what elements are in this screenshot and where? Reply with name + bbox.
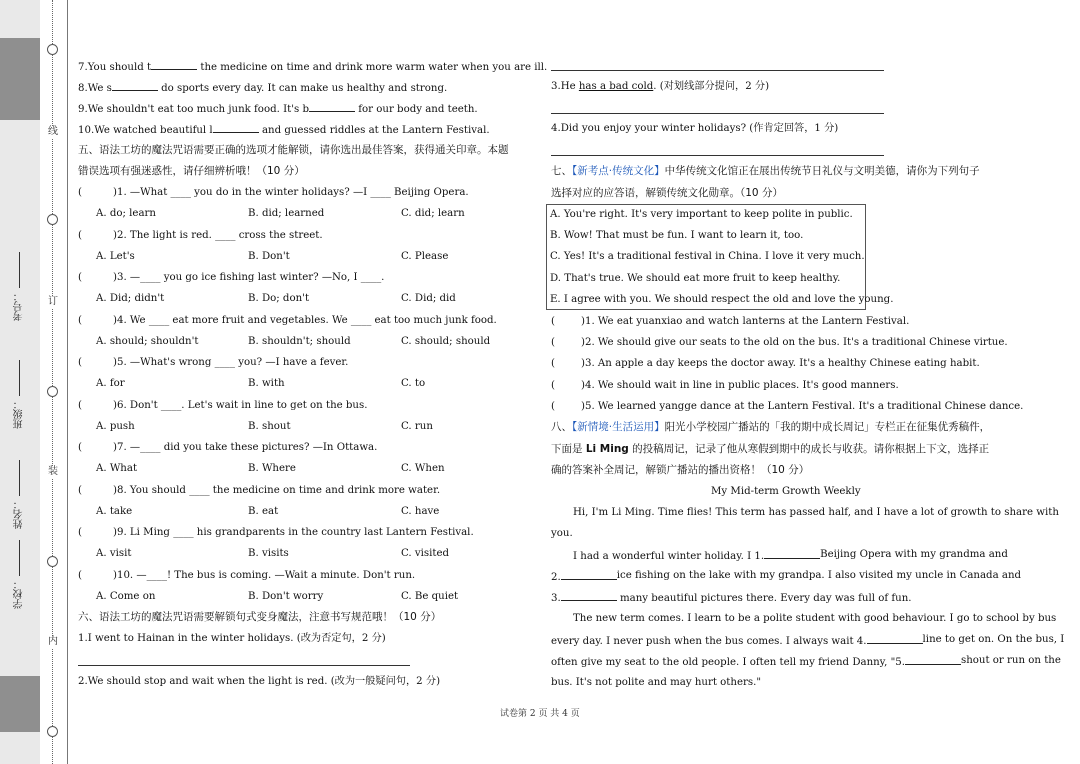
fill-question-8: 8.We s do sports every day. It can make us healthy and strong. <box>78 80 447 96</box>
exam-number-field[interactable]: 考号： <box>12 252 27 321</box>
mc-option-c[interactable]: C. did; learn <box>401 208 465 219</box>
mc-question: ( )5. —What's wrong ____ you? —I have a fever. <box>78 357 349 368</box>
rewrite-question-3: 3.He has a bad cold. (对划线部分提问，2 分) <box>551 81 770 92</box>
essay-blank-2[interactable] <box>561 569 617 580</box>
mc-option-a[interactable]: A. push <box>96 420 135 432</box>
mc-question: ( )4. We ____ eat more fruit and vegetables. We ____ eat too much junk food. <box>78 314 497 326</box>
mc-option-b[interactable]: B. did; learned <box>248 208 325 219</box>
mc-option-a[interactable]: A. should; shouldn't <box>96 335 199 347</box>
mc-option-a[interactable]: A. Come on <box>96 590 156 602</box>
mc-option-b[interactable]: B. Where <box>248 463 296 474</box>
essay-blank-5[interactable] <box>905 654 961 665</box>
response-option: C. Yes! It's a traditional festival in China. I love it very much. <box>550 251 865 263</box>
essay-line: often give my seat to the old people. I often tell my friend Danny, "5. shout or run on the <box>551 655 1061 668</box>
matching-question: ( )4. We should wait in line in public places. It's good manners. <box>551 379 899 391</box>
matching-question: ( )5. We learned yangge dance at the Lantern Festival. It's a traditional Chinese dance. <box>551 400 1024 412</box>
answer-paren[interactable]: ( <box>78 187 82 198</box>
mc-option-b[interactable]: B. with <box>248 378 285 389</box>
response-option: B. Wow! That must be fun. I want to learn it, too. <box>550 230 804 242</box>
answer-blank[interactable] <box>309 101 355 112</box>
mc-option-c[interactable]: C. When <box>401 463 445 474</box>
essay-line: 3. many beautiful pictures there. Every day was full of fun. <box>551 590 912 606</box>
essay-line: Hi, I'm Li Ming. Time flies! This term has passed half, and I have a lot of growth to share with <box>573 507 1059 518</box>
answer-line[interactable] <box>551 155 884 156</box>
mc-question: ( )8. You should ____ the medicine on time and drink more water. <box>78 484 441 496</box>
binding-line <box>44 0 64 764</box>
section-8-heading: 八、【新情境·生活运用】阳光小学校园广播站的「我的期中成长周记」专栏正在征集优秀稿件， <box>551 421 991 433</box>
essay-line: The new term comes. I learn to be a polite student with good behaviour. I go to school by bus <box>573 613 1057 624</box>
school-field[interactable]: 学校： <box>12 540 27 609</box>
page-footer: 试卷第 2 页 共 4 页 <box>500 709 580 719</box>
binding-char: 订 <box>44 296 62 308</box>
answer-paren[interactable]: ( <box>551 379 555 391</box>
mc-option-a[interactable]: A. take <box>96 505 133 517</box>
essay-blank-3[interactable] <box>561 590 617 601</box>
mc-option-b[interactable]: B. visits <box>248 548 289 559</box>
binding-circle-icon <box>47 386 58 397</box>
mc-option-c[interactable]: C. to <box>401 378 426 389</box>
fill-question-10: 10.We watched beautiful l and guessed riddles at the Lantern Festival. <box>78 122 490 138</box>
binding-char: 内 <box>44 636 62 648</box>
answer-paren[interactable]: ( <box>78 229 82 241</box>
mc-option-a[interactable]: A. visit <box>96 548 132 559</box>
mc-option-c[interactable]: C. should; should <box>401 335 491 347</box>
rewrite-question-1: 1.I went to Hainan in the winter holidays. (改为否定句，2 分) <box>78 633 386 644</box>
matching-question: ( )1. We eat yuanxiao and watch lanterns at the Lantern Festival. <box>551 316 910 327</box>
mc-question: ( )7. —____ did you take these pictures? —In Ottawa. <box>78 442 378 453</box>
rewrite-question-2: 2.We should stop and wait when the light is red. (改为一般疑问句，2 分) <box>78 676 441 687</box>
answer-blank[interactable] <box>151 59 197 70</box>
answer-blank[interactable] <box>112 80 158 91</box>
essay-line: I had a wonderful winter holiday. I 1. Beijing Opera with my grandma and <box>573 549 1008 562</box>
section-6-heading: 六、语法工坊的魔法咒语需要解锁句式变身魔法，注意书写规范哦！（10 分） <box>78 611 442 623</box>
answer-paren[interactable]: ( <box>78 569 82 581</box>
mc-question: ( )10. —____! The bus is coming. —Wait a minute. Don't run. <box>78 569 416 581</box>
mc-question: ( )6. Don't ____. Let's wait in line to get on the bus. <box>78 399 368 411</box>
section-5-heading: 五、语法工坊的魔法咒语需要正确的选项才能解锁，请你选出最佳答案，获得通关印章。本题 <box>78 144 509 156</box>
mc-option-c[interactable]: C. run <box>401 420 433 432</box>
binding-circle-icon <box>47 726 58 737</box>
answer-blank[interactable] <box>213 122 259 133</box>
answer-line[interactable] <box>78 665 410 666</box>
answer-paren[interactable]: ( <box>551 337 555 349</box>
essay-line: bus. It's not polite and may hurt others." <box>551 677 762 688</box>
response-option: A. You're right. It's very important to keep polite in public. <box>550 209 853 220</box>
binding-circle-icon <box>47 214 58 225</box>
mc-question: ( )1. —What ____ you do in the winter holidays? —I ____ Beijing Opera. <box>78 187 469 198</box>
answer-paren[interactable]: ( <box>78 399 82 411</box>
mc-option-c[interactable]: C. have <box>401 505 440 517</box>
mc-option-a[interactable]: A. for <box>96 378 125 389</box>
essay-blank-4[interactable] <box>867 633 923 644</box>
section-5-heading-line2: 错误选项有强迷惑性，请仔细辨析哦！（10 分） <box>78 165 305 177</box>
section-8-heading-line2: 下面是 Li Ming 的投稿周记，记录了他从寒假到期中的成长与收获。请你根据上下文，选择正 <box>551 443 990 455</box>
essay-blank-1[interactable] <box>764 548 820 559</box>
binding-circle-icon <box>47 44 58 55</box>
gutter-block-bottom <box>0 676 40 732</box>
section-7-heading: 七、【新考点·传统文化】中华传统文化馆正在展出传统节日礼仪与文明美德，请你为下列句子 <box>551 165 980 177</box>
mc-question: ( )3. —____ you go ice fishing last winter? —No, I ____. <box>78 272 385 283</box>
essay-title: My Mid-term Growth Weekly <box>711 486 861 497</box>
response-option: E. I agree with you. We should respect the old and love the young. <box>550 293 894 305</box>
name-field[interactable]: 姓名： <box>12 460 27 529</box>
mc-option-b[interactable]: B. eat <box>248 505 279 517</box>
mc-option-a[interactable]: A. Let's <box>96 250 135 262</box>
essay-line: every day. I never push when the bus comes. I always wait 4. line to get on. On the bus, I <box>551 634 1065 647</box>
section-7-heading-line2: 选择对应的应答语，解锁传统文化勋章。（10 分） <box>551 187 783 199</box>
answer-paren[interactable]: ( <box>78 484 82 496</box>
binding-char: 装 <box>44 466 62 478</box>
answer-paren[interactable]: ( <box>78 314 82 326</box>
mc-question: ( )2. The light is red. ____ cross the street. <box>78 229 323 241</box>
fill-question-9: 9.We shouldn't eat too much junk food. It's b for our body and teeth. <box>78 101 478 117</box>
mc-option-b[interactable]: B. shouldn't; should <box>248 335 351 347</box>
binding-circle-icon <box>47 556 58 567</box>
mc-option-b[interactable]: B. Do; don't <box>248 293 310 304</box>
mc-option-a[interactable]: A. do; learn <box>96 208 156 219</box>
mc-option-a[interactable]: A. Did; didn't <box>96 293 165 304</box>
mc-option-b[interactable]: B. Don't worry <box>248 590 324 602</box>
fill-question-7: 7.You should t the medicine on time and drink more warm water when you are ill. <box>78 59 547 75</box>
essay-line: you. <box>551 528 573 539</box>
answer-line[interactable] <box>551 113 884 114</box>
answer-line[interactable] <box>551 70 884 71</box>
answer-paren[interactable]: ( <box>551 400 555 412</box>
section-8-heading-line3: 确的答案补全周记，解锁广播站的播出资格！（10 分） <box>551 464 810 476</box>
answer-paren[interactable]: ( <box>78 442 82 453</box>
matching-question: ( )3. An apple a day keeps the doctor away. It's a healthy Chinese eating habit. <box>551 358 980 370</box>
class-field[interactable]: 班级： <box>12 360 27 429</box>
answer-paren[interactable]: ( <box>551 316 555 327</box>
gutter-block-top <box>0 38 40 120</box>
mc-option-c[interactable]: C. Be quiet <box>401 590 459 602</box>
answer-paren[interactable]: ( <box>551 358 555 370</box>
answer-paren[interactable]: ( <box>78 272 82 283</box>
mc-option-b[interactable]: B. Don't <box>248 250 290 262</box>
mc-option-c[interactable]: C. Please <box>401 250 449 262</box>
binding-char: 线 <box>44 126 62 138</box>
mc-option-c[interactable]: C. visited <box>401 548 450 559</box>
essay-line: 2. ice fishing on the lake with my grandpa. I also visited my uncle in Canada and <box>551 570 1022 583</box>
mc-option-c[interactable]: C. Did; did <box>401 293 456 304</box>
answer-paren[interactable]: ( <box>78 357 82 368</box>
mc-option-b[interactable]: B. shout <box>248 420 291 432</box>
matching-question: ( )2. We should give our seats to the old on the bus. It's a traditional Chinese virtue. <box>551 337 1008 349</box>
rewrite-question-4: 4.Did you enjoy your winter holidays? (作肯定回答，1 分) <box>551 123 839 134</box>
response-option: D. That's true. We should eat more fruit to keep healthy. <box>550 272 841 284</box>
binding-dotted-line <box>52 0 53 764</box>
mc-option-a[interactable]: A. What <box>96 463 138 474</box>
mc-question: ( )9. Li Ming ____ his grandparents in the country last Lantern Festival. <box>78 527 474 538</box>
answer-paren[interactable]: ( <box>78 527 82 538</box>
